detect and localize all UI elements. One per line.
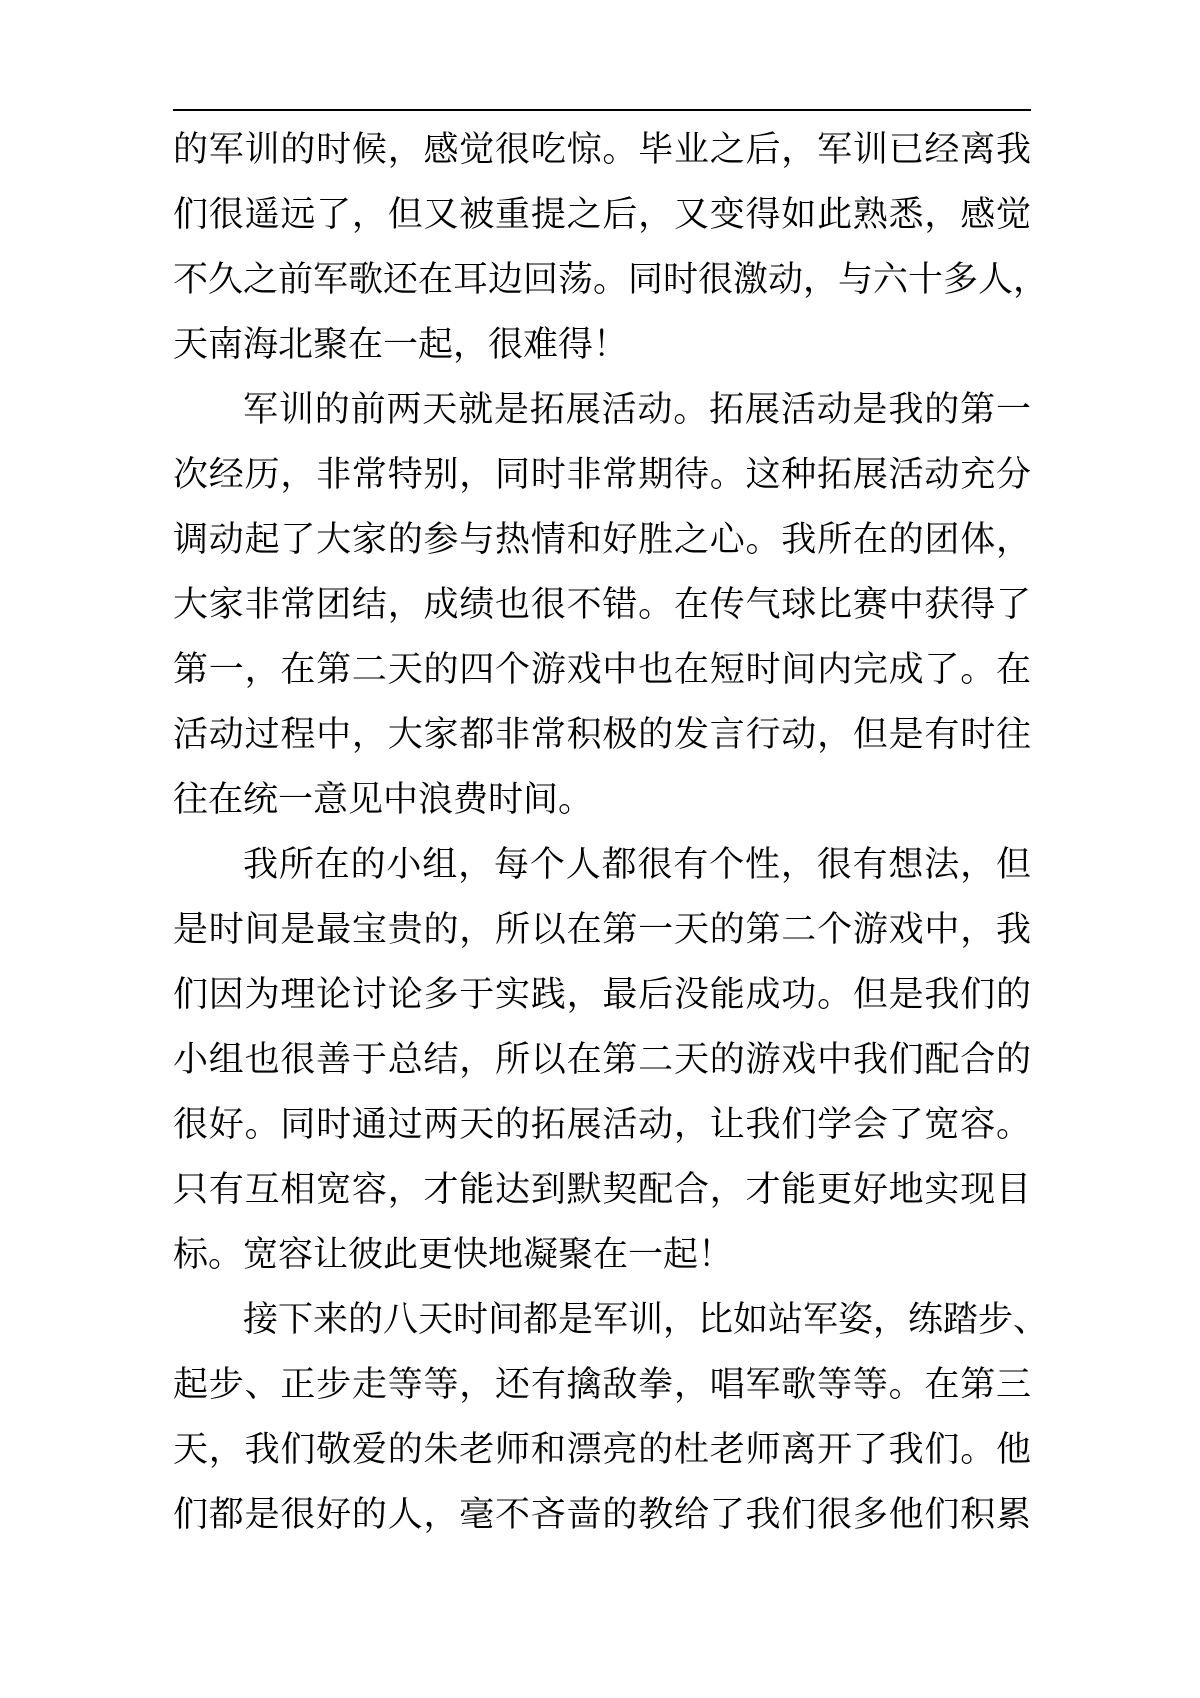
paragraph-line: 标。宽容让彼此更快地凝聚在一起！: [173, 1235, 734, 1275]
paragraph-line: 的军训的时候，感觉很吃惊。毕业之后，军训已经离我: [173, 130, 1031, 170]
paragraph-3: [173, 833, 1031, 1288]
paragraph-line: 调动起了大家的参与热情和好胜之心。我所在的团体，: [173, 520, 1031, 560]
paragraph-line: 只有互相宽容，才能达到默契配合，才能更好地实现目: [173, 1170, 1031, 1210]
paragraph-line: 小组也很善于总结，所以在第二天的游戏中我们配合的: [173, 1040, 1031, 1080]
paragraph-1: [173, 118, 1049, 378]
paragraph-line: 接下来的八天时间都是军训，比如站军姿，练踏步、: [243, 1300, 1049, 1340]
paragraph-line: 我所在的小组，每个人都很有个性，很有想法，但: [243, 845, 1031, 885]
paragraph-line: 次经历，非常特别，同时非常期待。这种拓展活动充分: [173, 455, 1031, 495]
paragraph-line: 往在统一意见中浪费时间。: [173, 780, 594, 820]
paragraph-line: 不久之前军歌还在耳边回荡。同时很激动，与六十多人，: [173, 260, 1049, 300]
paragraph-line: 第一，在第二天的四个游戏中也在短时间内完成了。在: [173, 650, 1031, 690]
paragraph-line: 很好。同时通过两天的拓展活动，让我们学会了宽容。: [173, 1105, 1031, 1145]
paragraph-2: [173, 378, 1031, 833]
paragraph-4: [173, 1288, 1049, 1548]
paragraph-line: 起步、正步走等等，还有擒敌拳，唱军歌等等。在第三: [173, 1365, 1031, 1405]
paragraph-line: 活动过程中，大家都非常积极的发言行动，但是有时往: [173, 715, 1031, 755]
paragraph-line: 天，我们敬爱的朱老师和漂亮的杜老师离开了我们。他: [173, 1430, 1031, 1470]
paragraph-line: 是时间是最宝贵的，所以在第一天的第二个游戏中，我: [173, 910, 1031, 950]
header-rule: [173, 109, 1031, 111]
paragraph-line: 天南海北聚在一起，很难得！: [173, 325, 629, 365]
paragraph-line: 们因为理论讨论多于实践，最后没能成功。但是我们的: [173, 975, 1031, 1015]
paragraph-line: 们很遥远了，但又被重提之后，又变得如此熟悉，感觉: [173, 195, 1031, 235]
body-text: [173, 118, 1049, 1548]
paragraph-line: 们都是很好的人，毫不吝啬的教给了我们很多他们积累: [173, 1495, 1031, 1535]
paragraph-line: 军训的前两天就是拓展活动。拓展活动是我的第一: [243, 390, 1031, 430]
paragraph-line: 大家非常团结，成绩也很不错。在传气球比赛中获得了: [173, 585, 1031, 625]
